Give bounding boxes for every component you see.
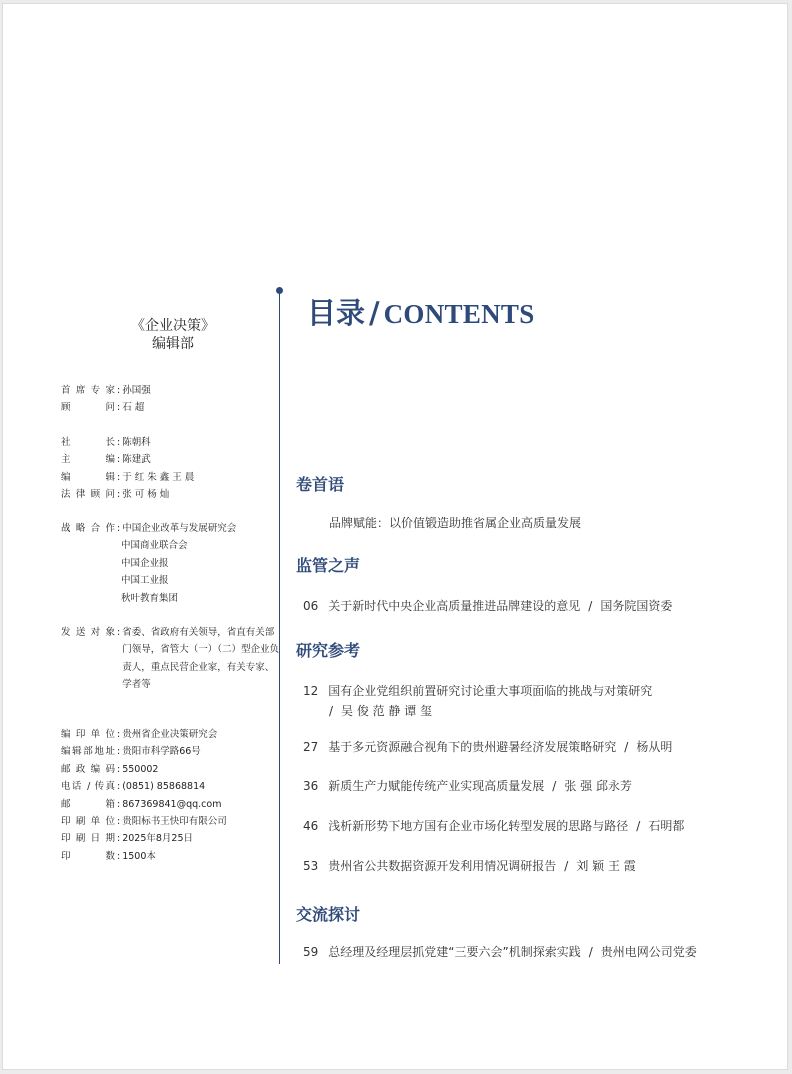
staff-top-block (61, 382, 151, 417)
toc-entry[interactable] (329, 513, 581, 533)
masthead-title: 《企业决策》 (131, 318, 215, 334)
pub-key: 印刷单位 (61, 816, 115, 828)
toc-entry[interactable]: 27 基于多元资源融合视角下的贵州避暑经济发展策略研究 / 杨从明 (303, 737, 672, 757)
staff-value: 张 可 杨 灿 (122, 489, 170, 501)
staff-row: 编辑 : 于 红 朱 鑫 王 晨 (61, 469, 194, 486)
staff-key: 法律顾问 (61, 489, 115, 501)
publication-block (61, 726, 227, 865)
staff-value: 孙国强 (122, 385, 151, 396)
toc-entry-title: 贵州省公共数据资源开发利用情况调研报告 (328, 859, 557, 873)
toc-section-heading: 研究参考 (296, 641, 361, 660)
toc-entry-author: 刘 颖 王 霞 (576, 859, 636, 873)
toc-entry-author: 张 强 邱永芳 (564, 779, 632, 793)
pub-value: 2025年8月25日 (122, 833, 194, 845)
toc-entry-author-line: / 吴 俊 范 静 谭 玺 (329, 704, 433, 718)
toc-entry-page: 06 (303, 599, 319, 613)
staff-row: 社长 : 陈朝科 (61, 434, 194, 451)
distribution-row: 发送对象 : 省委、省政府有关领导，省直有关部门领导，省管大（一）（二）型企业负责人，重点民营企业家，有关专家、学者等 (61, 624, 280, 694)
pub-value: 550002 (122, 763, 159, 775)
toc-entry-author: 杨从明 (636, 740, 673, 754)
toc-entry-page: 59 (303, 945, 319, 959)
partners-row: 战略合作 : 中国企业改革与发展研究会 (61, 520, 236, 537)
toc-section-heading: 卷首语 (296, 475, 345, 494)
toc-section-heading: 交流探讨 (296, 905, 361, 924)
staff-value: 陈朝科 (122, 437, 151, 448)
staff-value: 于 红 朱 鑫 王 晨 (122, 471, 195, 483)
toc-entry-title: 基于多元资源融合视角下的贵州避暑经济发展策略研究 (328, 740, 617, 754)
staff-value: 陈建武 (122, 454, 151, 466)
partners-block (61, 520, 236, 607)
toc-entry-title: 浅析新形势下地方国有企业市场化转型发展的思路与路径 (328, 819, 629, 833)
staff-value: 石 超 (122, 402, 145, 414)
toc-entry-page: 12 (303, 684, 319, 698)
staff-key: 主编 (61, 454, 115, 466)
distribution-value: 省委、省政府有关领导，省直有关部门领导，省管大（一）（二）型企业负责人，重点民营企业家，有关专家、学者等 (122, 627, 279, 691)
staff-row: 法律顾问 : 张 可 杨 灿 (61, 486, 194, 503)
pub-value: 867369841@qq.com (122, 798, 222, 810)
toc-title-cn: 目录 (307, 296, 366, 330)
staff-row: 顾问 : 石 超 (61, 399, 151, 416)
toc-entry[interactable] (303, 681, 652, 701)
pub-row: 印刷单位 : 贵阳标书王快印有限公司 (61, 813, 227, 830)
distribution-block (61, 624, 280, 694)
toc-entry-page: 36 (303, 779, 319, 793)
toc-entry-author: 石明都 (648, 819, 685, 833)
masthead-subtitle: 编辑部 (152, 336, 194, 352)
pub-key: 印数 (61, 850, 115, 862)
toc-entry[interactable]: 53 贵州省公共数据资源开发利用情况调研报告 / 刘 颖 王 霞 (303, 856, 636, 876)
pub-value: 贵阳市科学路66号 (122, 746, 201, 758)
toc-entry-author: 吴 俊 范 静 谭 玺 (341, 704, 433, 718)
staff-mid-block (61, 434, 194, 504)
distribution-key: 发送对象 (61, 627, 115, 638)
pub-value: 1500本 (122, 850, 156, 862)
toc-entry-title: 总经理及经理层抓党建“三要六会”机制探索实践 (328, 945, 581, 959)
pub-row: 电话 / 传真 : (0851) 85868814 (61, 778, 227, 795)
toc-entry-author: 国务院国资委 (600, 599, 673, 613)
pub-value: 贵州省企业决策研究会 (122, 729, 218, 740)
staff-key: 社长 (61, 437, 115, 448)
pub-key: 电话 / 传真 (61, 781, 115, 793)
toc-title-slash: / (369, 296, 380, 330)
partner-name: 中国企业改革与发展研究会 (122, 523, 237, 534)
pub-row: 印刷日期 : 2025年8月25日 (61, 830, 227, 847)
toc-entry-title: 国有企业党组织前置研究讨论重大事项面临的挑战与对策研究 (328, 684, 653, 698)
pub-row: 印数 : 1500本 (61, 848, 227, 865)
toc-entry-page: 53 (303, 859, 319, 873)
toc-entry-title: 品牌赋能：以价值锻造助推省属企业高质量发展 (329, 516, 582, 530)
toc-section-heading: 监管之声 (296, 556, 361, 575)
vertical-divider (279, 293, 280, 964)
document-page (2, 3, 788, 1070)
partner-name: 中国企业报 (121, 557, 169, 569)
pub-key: 编辑部地址 (61, 746, 115, 758)
toc-entry-title: 关于新时代中央企业高质量推进品牌建设的意见 (328, 599, 581, 613)
pub-row: 编辑部地址 : 贵阳市科学路66号 (61, 743, 227, 760)
partner-name: 秋叶教育集团 (121, 592, 179, 604)
toc-entry-author: 贵州电网公司党委 (600, 945, 697, 959)
partner-name: 中国商业联合会 (121, 540, 188, 552)
staff-row: 主编 : 陈建武 (61, 451, 194, 468)
pub-key: 邮政编码 (61, 763, 115, 775)
pub-key: 印刷日期 (61, 833, 115, 845)
staff-row: 首席专家 : 孙国强 (61, 382, 151, 399)
staff-key: 顾问 (61, 402, 115, 414)
partner-name: 中国工业报 (121, 575, 169, 587)
pub-value: 贵阳标书王快印有限公司 (122, 816, 227, 828)
partners-key: 战略合作 (61, 523, 115, 534)
masthead (103, 317, 243, 353)
pub-key: 邮箱 (61, 798, 115, 810)
staff-key: 编辑 (61, 471, 115, 483)
toc-entry[interactable]: 36 新质生产力赋能传统产业实现高质量发展 / 张 强 邱永芳 (303, 776, 632, 796)
toc-entry[interactable]: 59 总经理及经理层抓党建“三要六会”机制探索实践 / 贵州电网公司党委 (303, 942, 697, 962)
pub-key: 编印单位 (61, 729, 115, 740)
toc-heading (307, 291, 535, 332)
toc-entry[interactable]: 06 关于新时代中央企业高质量推进品牌建设的意见 / 国务院国资委 (303, 596, 672, 616)
staff-key: 首席专家 (61, 385, 115, 396)
toc-entry-page: 46 (303, 819, 319, 833)
toc-entry-page: 27 (303, 740, 319, 754)
toc-entry-title: 新质生产力赋能传统产业实现高质量发展 (328, 779, 545, 793)
toc-title-en: CONTENTS (383, 299, 535, 329)
toc-entry[interactable]: 46 浅析新形势下地方国有企业市场化转型发展的思路与路径 / 石明都 (303, 816, 684, 836)
pub-row: 邮箱 : 867369841@qq.com (61, 796, 227, 813)
pub-value: (0851) 85868814 (122, 781, 206, 793)
pub-row: 编印单位 : 贵州省企业决策研究会 (61, 726, 227, 743)
pub-row: 邮政编码 : 550002 (61, 761, 227, 778)
